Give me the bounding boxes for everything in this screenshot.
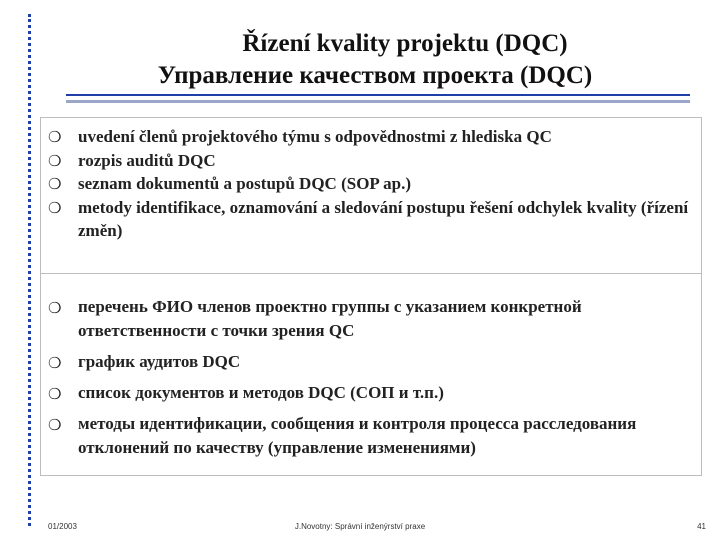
bullet-icon: ❍ — [48, 299, 62, 317]
bullet-icon: ❍ — [48, 416, 62, 434]
title-czech: Řízení kvality projektu (DQC) — [242, 30, 568, 57]
footer-author: J.Novotny: Správní inženýrství praxe — [294, 522, 426, 531]
russian-bullet-list — [48, 295, 693, 466]
bullet-icon: ❍ — [48, 198, 62, 217]
footer-date: 01/2003 — [48, 522, 77, 531]
list-item: ❍ metody identifikace, oznamování a sledování postupu řešení odchylek kvality (řízení změn) — [48, 197, 689, 240]
slide-title — [40, 28, 710, 92]
section-divider — [40, 273, 702, 274]
list-item: ❍ список документов и методов DQC (СОП и т.п.) — [48, 381, 693, 405]
title-russian: Управление качеством проекта (DQC) — [157, 62, 593, 89]
list-item: ❍ uvedení členů projektového týmu s odpovědnostmi z hlediska QC — [48, 125, 693, 149]
czech-bullet-list — [48, 125, 693, 243]
title-underline-secondary — [66, 101, 690, 103]
list-item: ❍ методы идентификации, сообщения и контроля процесса расследования отклонений по качеству (управление изменениями) — [48, 414, 637, 457]
left-dotted-border — [28, 14, 31, 526]
list-item: ❍ график аудитов DQC — [48, 350, 693, 374]
bullet-icon: ❍ — [48, 354, 62, 372]
page-number: 41 — [697, 522, 706, 531]
bullet-icon: ❍ — [48, 128, 62, 146]
list-item: ❍ rozpis auditů DQC — [48, 149, 693, 173]
list-item: ❍ seznam dokumentů a postupů DQC (SOP ap.) — [48, 172, 693, 196]
bullet-icon: ❍ — [48, 151, 62, 170]
bullet-icon: ❍ — [48, 175, 62, 193]
bullet-icon: ❍ — [48, 385, 62, 403]
list-item: ❍ перечень ФИО членов проектно группы с указанием конкретной ответственности с точки зрения QC — [48, 297, 582, 340]
